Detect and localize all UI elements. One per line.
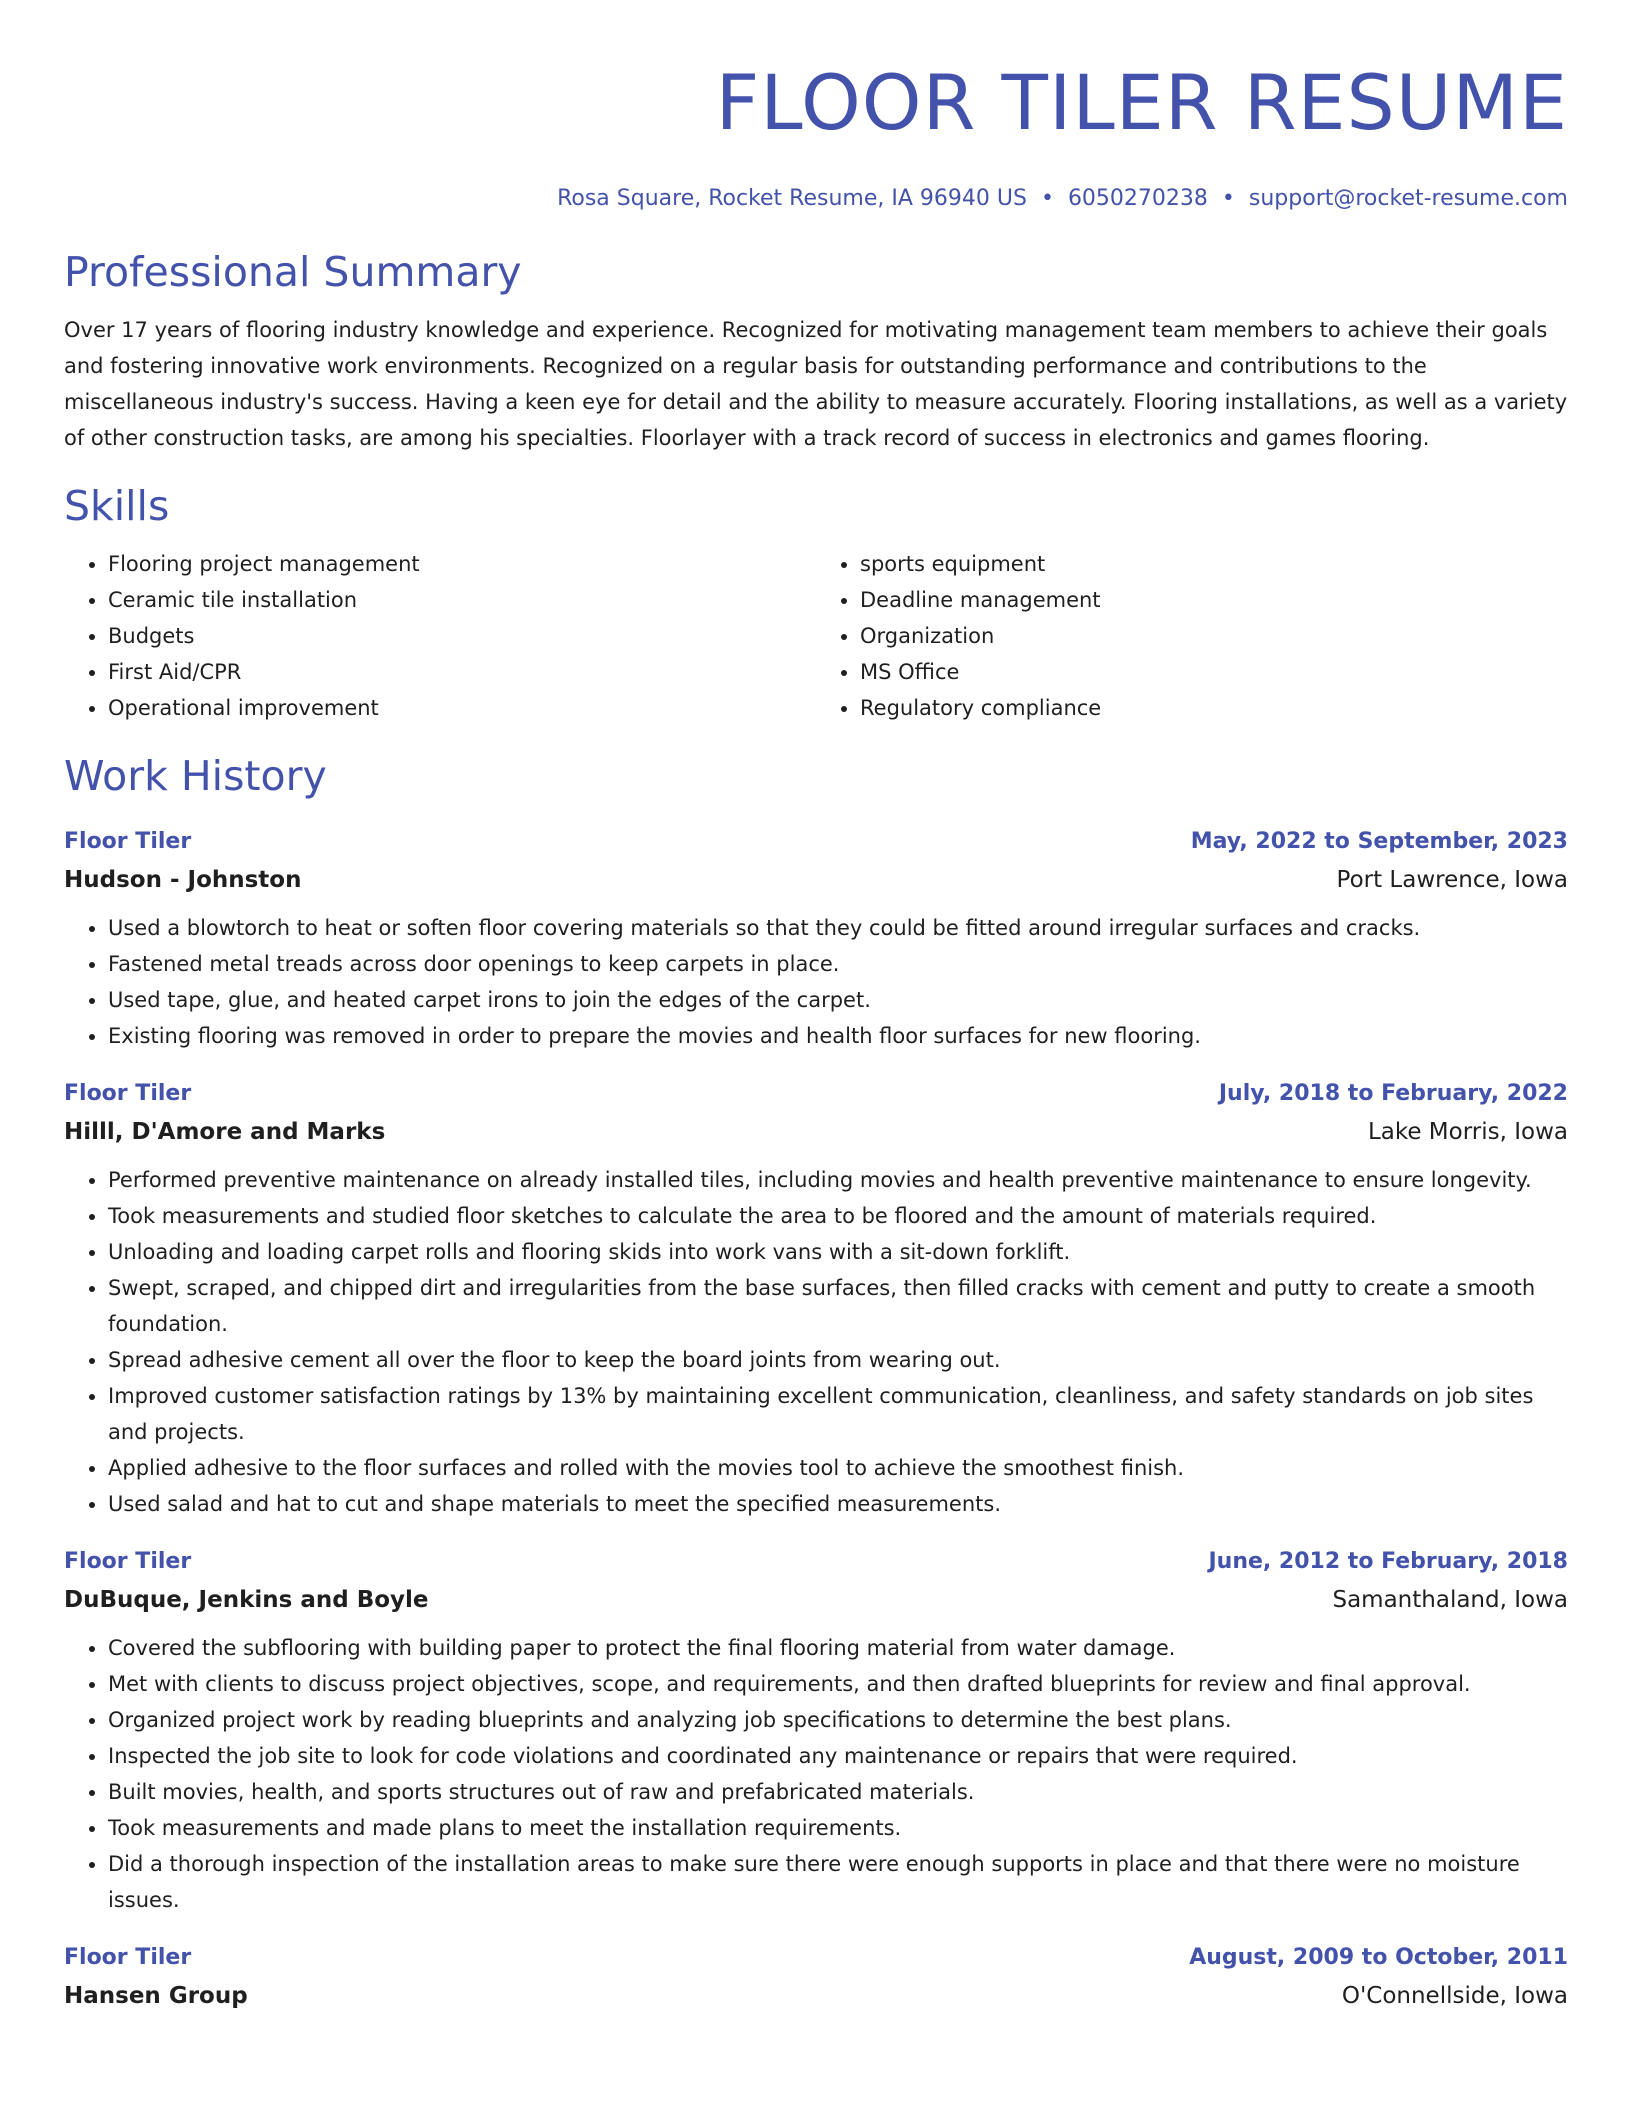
job-bullets (64, 1630, 1568, 1918)
skills-grid (64, 546, 1568, 726)
job-company: DuBuque, Jenkins and Boyle (64, 1587, 429, 1613)
job-title-row (64, 824, 1568, 860)
skill-item: • First Aid/CPR (108, 654, 816, 690)
job-bullet: • Used salad and hat to cut and shape materials to meet the specified measurements. (108, 1486, 1568, 1522)
contact-address: Rosa Square, Rocket Resume, IA 96940 US (557, 186, 1027, 211)
skill-item: • Ceramic tile installation (108, 582, 816, 618)
job-bullet: • Used tape, glue, and heated carpet irons to join the edges of the carpet. (108, 982, 1568, 1018)
job-bullet: • Existing flooring was removed in order to prepare the movies and health floor surfaces for new flooring. (108, 1018, 1568, 1054)
job-entry (64, 1544, 1568, 1918)
job-company-row (64, 1580, 1568, 1620)
job-entry (64, 824, 1568, 1054)
job-bullets (64, 910, 1568, 1054)
job-bullet: • Took measurements and studied floor sketches to calculate the area to be floored and the amount of materials required. (108, 1198, 1568, 1234)
job-bullet: • Took measurements and made plans to meet the installation requirements. (108, 1810, 1568, 1846)
contact-email: support@rocket-resume.com (1248, 186, 1568, 211)
job-bullet: • Spread adhesive cement all over the floor to keep the board joints from wearing out. (108, 1342, 1568, 1378)
skill-item: • sports equipment (860, 546, 1568, 582)
job-bullet: • Applied adhesive to the floor surfaces and rolled with the movies tool to achieve the smoothest finish. (108, 1450, 1568, 1486)
job-company-row (64, 1112, 1568, 1152)
summary-text: Over 17 years of flooring industry knowledge and experience. Recognized for motivating management team members to achieve their goals and fostering innovative work environments. Recognized on a regular basis for outstanding performance and contributions to the miscellaneous industry's success. Having a keen eye for detail and the ability to measure accurately. Flooring installations, as well as a variety of other construction tasks, are among his specialties. Floorlayer with a track record of success in electronics and games flooring. (64, 318, 1568, 450)
job-bullet: • Unloading and loading carpet rolls and flooring skids into work vans with a sit-down forklift. (108, 1234, 1568, 1270)
job-title-row (64, 1544, 1568, 1580)
job-bullet: • Built movies, health, and sports structures out of raw and prefabricated materials. (108, 1774, 1568, 1810)
job-bullet: • Inspected the job site to look for code violations and coordinated any maintenance or repairs that were required. (108, 1738, 1568, 1774)
job-location: Lake Morris, Iowa (1367, 1119, 1568, 1145)
job-title: Floor Tiler (64, 1549, 192, 1574)
contact-separator: • (1221, 186, 1235, 211)
job-title: Floor Tiler (64, 1081, 192, 1106)
job-dates: August, 2009 to October, 2011 (1189, 1945, 1568, 1970)
skill-item: • Organization (860, 618, 1568, 654)
job-dates: July, 2018 to February, 2022 (1218, 1081, 1568, 1106)
job-bullet: • Performed preventive maintenance on already installed tiles, including movies and health preventive maintenance to ensure longevity. (108, 1162, 1568, 1198)
job-company: Hudson - Johnston (64, 867, 302, 893)
job-bullet: • Did a thorough inspection of the installation areas to make sure there were enough supports in place and that there were no moisture issues. (108, 1846, 1568, 1918)
job-location: Samanthaland, Iowa (1332, 1587, 1568, 1613)
job-entry (64, 1940, 1568, 2016)
job-bullet: • Used a blowtorch to heat or soften floor covering materials so that they could be fitted around irregular surfaces and cracks. (108, 910, 1568, 946)
job-location: O'Connellside, Iowa (1341, 1983, 1568, 2009)
skill-item: • Operational improvement (108, 690, 816, 726)
resume-header (64, 0, 1568, 214)
job-bullet: • Covered the subflooring with building paper to protect the final flooring material from water damage. (108, 1630, 1568, 1666)
job-company-row (64, 1976, 1568, 2016)
job-title: Floor Tiler (64, 1945, 192, 1970)
job-dates: May, 2022 to September, 2023 (1190, 829, 1568, 854)
job-entry (64, 1076, 1568, 1522)
section-heading-skills: Skills (64, 482, 170, 530)
skill-item: • MS Office (860, 654, 1568, 690)
professional-summary-section (64, 244, 1568, 456)
skill-item: • Deadline management (860, 582, 1568, 618)
skill-item: • Regulatory compliance (860, 690, 1568, 726)
job-company-row (64, 860, 1568, 900)
job-company: Hansen Group (64, 1983, 248, 2009)
skill-item: • Budgets (108, 618, 816, 654)
job-title-row (64, 1076, 1568, 1112)
job-title-row (64, 1940, 1568, 1976)
skills-column-left (64, 546, 816, 726)
job-bullet: • Swept, scraped, and chipped dirt and irregularities from the base surfaces, then filled cracks with cement and putty to create a smooth foundation. (108, 1270, 1568, 1342)
section-heading-summary: Professional Summary (64, 248, 522, 296)
contact-line (64, 184, 1568, 214)
contact-phone: 6050270238 (1067, 186, 1208, 211)
job-bullet: • Fastened metal treads across door openings to keep carpets in place. (108, 946, 1568, 982)
resume-title: FLOOR TILER RESUME (715, 58, 1568, 147)
job-bullet: • Improved customer satisfaction ratings by 13% by maintaining excellent communication, cleanliness, and safety standards on job sites and projects. (108, 1378, 1568, 1450)
contact-separator: • (1040, 186, 1054, 211)
job-title: Floor Tiler (64, 829, 192, 854)
work-history-section (64, 748, 1568, 2016)
job-bullet: • Organized project work by reading blueprints and analyzing job specifications to determine the best plans. (108, 1702, 1568, 1738)
job-dates: June, 2012 to February, 2018 (1208, 1549, 1568, 1574)
skill-item: • Flooring project management (108, 546, 816, 582)
job-bullet: • Met with clients to discuss project objectives, scope, and requirements, and then drafted blueprints for review and final approval. (108, 1666, 1568, 1702)
skills-section (64, 478, 1568, 726)
job-location: Port Lawrence, Iowa (1336, 867, 1568, 893)
section-heading-work-history: Work History (64, 752, 327, 800)
job-company: Hilll, D'Amore and Marks (64, 1119, 386, 1145)
skills-column-right (816, 546, 1568, 726)
job-bullets (64, 1162, 1568, 1522)
